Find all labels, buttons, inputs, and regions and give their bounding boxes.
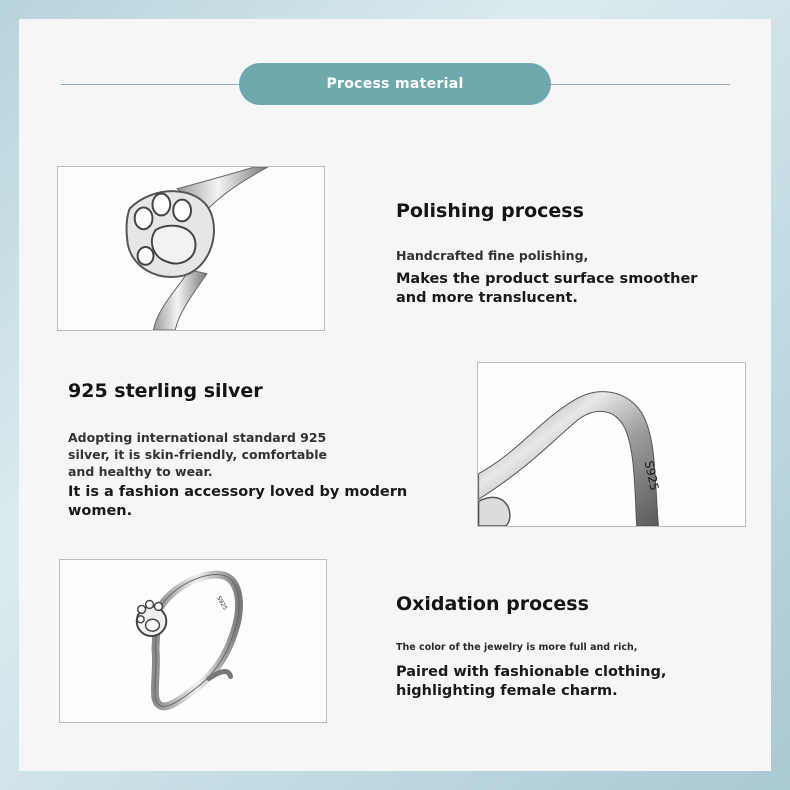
silver-small-line-2: silver, it is skin-friendly, comfortable	[68, 447, 327, 462]
polishing-line-1: Handcrafted fine polishing,	[396, 248, 589, 263]
polishing-title: Polishing process	[396, 200, 584, 222]
ring-band-stamp-illustration	[478, 363, 745, 526]
polishing-line-3: and more translucent.	[396, 290, 578, 306]
header-divider-right	[550, 84, 730, 85]
small-stamp-text: S925	[214, 595, 228, 612]
oxidation-line-2: Paired with fashionable clothing,	[396, 664, 667, 680]
section-header-title: Process material	[326, 76, 464, 92]
silver-description	[68, 429, 327, 480]
oxidation-image	[59, 559, 327, 723]
polishing-description	[396, 247, 588, 264]
silver-stamp-image	[477, 362, 746, 527]
silver-details	[68, 483, 407, 521]
s925-stamp-text: S925	[641, 459, 662, 492]
silver-title: 925 sterling silver	[68, 380, 263, 402]
oxidation-title: Oxidation process	[396, 593, 589, 615]
paw-ring-closeup-illustration	[58, 167, 324, 330]
silver-big-line-2: women.	[68, 503, 133, 519]
polishing-image	[57, 166, 325, 331]
oxidation-line-3: highlighting female charm.	[396, 683, 618, 699]
silver-small-line-1: Adopting international standard 925	[68, 430, 327, 445]
section-header-pill	[239, 63, 551, 105]
oxidation-details	[396, 663, 666, 701]
polishing-line-2: Makes the product surface smoother	[396, 271, 698, 287]
silver-big-line-1: It is a fashion accessory loved by modern	[68, 484, 408, 500]
silver-small-line-3: and healthy to wear.	[68, 464, 213, 479]
open-paw-ring-illustration	[60, 560, 326, 722]
oxidation-line-1: The color of the jewelry is more full and rich,	[396, 642, 638, 653]
header-divider-left	[61, 84, 241, 85]
polishing-details	[396, 270, 697, 308]
